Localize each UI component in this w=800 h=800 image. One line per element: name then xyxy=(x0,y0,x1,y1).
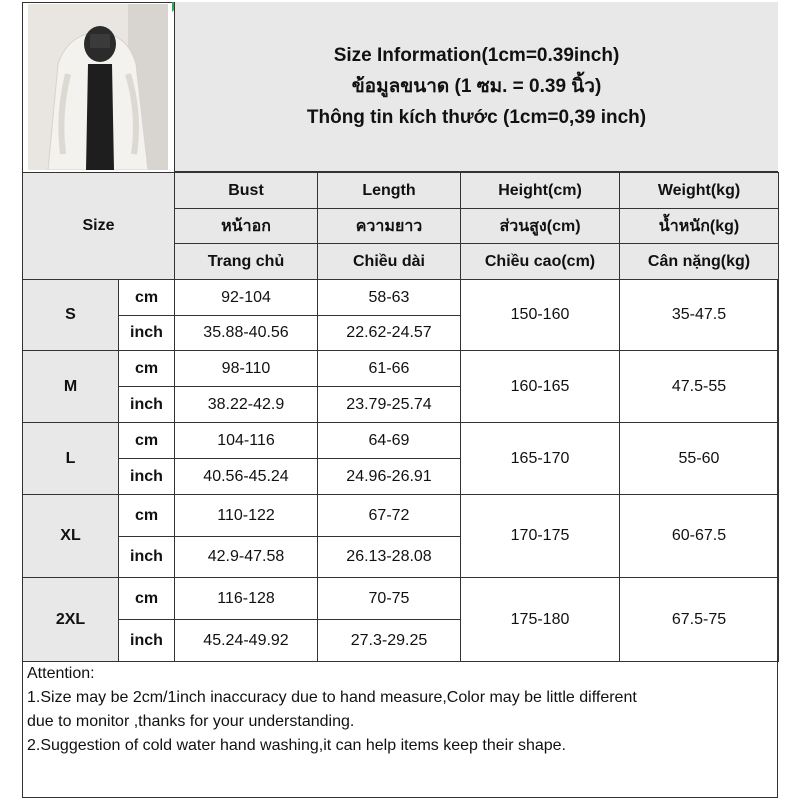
table-row xyxy=(23,423,779,459)
unit-inch: inch xyxy=(119,387,175,423)
size-label: L xyxy=(23,423,119,495)
unit-cm: cm xyxy=(119,280,175,316)
size-label: 2XL xyxy=(23,578,119,662)
size-table xyxy=(22,172,779,662)
attention-line-2: due to monitor ,thanks for your understanding. xyxy=(27,713,355,730)
length-cm: 70-75 xyxy=(318,578,461,620)
unit-inch: inch xyxy=(119,459,175,495)
size-header: Size xyxy=(23,173,175,280)
header-title-vi: Thông tin kích thước (1cm=0,39 inch) xyxy=(306,107,647,128)
table-row xyxy=(23,280,779,316)
length-inch: 26.13-28.08 xyxy=(318,537,461,578)
length-cm: 64-69 xyxy=(318,423,461,459)
bust-cm: 92-104 xyxy=(175,280,318,316)
bust-inch: 35.88-40.56 xyxy=(175,316,318,351)
header-title-th: ข้อมูลขนาด (1 ซม. = 0.39 นิ้ว) xyxy=(351,76,602,97)
length-cm: 61-66 xyxy=(318,351,461,387)
col-bust-en: Bust xyxy=(175,173,318,209)
attention-notes xyxy=(22,660,778,798)
bust-inch: 38.22-42.9 xyxy=(175,387,318,423)
header-title-en: Size Information(1cm=0.39inch) xyxy=(333,45,620,66)
weight-value: 55-60 xyxy=(620,423,779,495)
col-height-th: ส่วนสูง(cm) xyxy=(461,209,620,244)
size-label: S xyxy=(23,280,119,351)
bust-inch: 45.24-49.92 xyxy=(175,620,318,662)
attention-line-3: 2.Suggestion of cold water hand washing,it can help items keep their shape. xyxy=(27,737,566,754)
col-length-en: Length xyxy=(318,173,461,209)
weight-value: 35-47.5 xyxy=(620,280,779,351)
table-row xyxy=(23,495,779,537)
weight-value: 67.5-75 xyxy=(620,578,779,662)
unit-cm: cm xyxy=(119,423,175,459)
col-bust-vi: Trang chủ xyxy=(175,244,318,280)
col-length-th: ความยาว xyxy=(318,209,461,244)
unit-cm: cm xyxy=(119,578,175,620)
length-inch: 23.79-25.74 xyxy=(318,387,461,423)
bust-inch: 40.56-45.24 xyxy=(175,459,318,495)
size-label: M xyxy=(23,351,119,423)
length-inch: 22.62-24.57 xyxy=(318,316,461,351)
height-value: 170-175 xyxy=(461,495,620,578)
col-bust-th: หน้าอก xyxy=(175,209,318,244)
unit-inch: inch xyxy=(119,537,175,578)
attention-line-1: 1.Size may be 2cm/1inch inaccuracy due to hand measure,Color may be little different xyxy=(27,689,637,706)
length-cm: 67-72 xyxy=(318,495,461,537)
height-value: 175-180 xyxy=(461,578,620,662)
col-height-vi: Chiều cao(cm) xyxy=(461,244,620,280)
weight-value: 47.5-55 xyxy=(620,351,779,423)
col-height-en: Height(cm) xyxy=(461,173,620,209)
size-label: XL xyxy=(23,495,119,578)
table-row xyxy=(23,351,779,387)
col-weight-en: Weight(kg) xyxy=(620,173,779,209)
weight-value: 60-67.5 xyxy=(620,495,779,578)
unit-cm: cm xyxy=(119,495,175,537)
bust-cm: 98-110 xyxy=(175,351,318,387)
attention-title: Attention: xyxy=(27,665,95,682)
unit-inch: inch xyxy=(119,316,175,351)
col-weight-th: น้ำหนัก(kg) xyxy=(620,209,779,244)
bust-cm: 104-116 xyxy=(175,423,318,459)
unit-cm: cm xyxy=(119,351,175,387)
product-photo xyxy=(28,4,168,170)
bust-cm: 110-122 xyxy=(175,495,318,537)
size-info-header xyxy=(174,2,778,172)
bust-inch: 42.9-47.58 xyxy=(175,537,318,578)
table-row xyxy=(23,578,779,620)
length-inch: 27.3-29.25 xyxy=(318,620,461,662)
header-row-en xyxy=(23,173,779,209)
bust-cm: 116-128 xyxy=(175,578,318,620)
height-value: 165-170 xyxy=(461,423,620,495)
unit-inch: inch xyxy=(119,620,175,662)
length-inch: 24.96-26.91 xyxy=(318,459,461,495)
col-length-vi: Chiều dài xyxy=(318,244,461,280)
height-value: 160-165 xyxy=(461,351,620,423)
height-value: 150-160 xyxy=(461,280,620,351)
length-cm: 58-63 xyxy=(318,280,461,316)
col-weight-vi: Cân nặng(kg) xyxy=(620,244,779,280)
